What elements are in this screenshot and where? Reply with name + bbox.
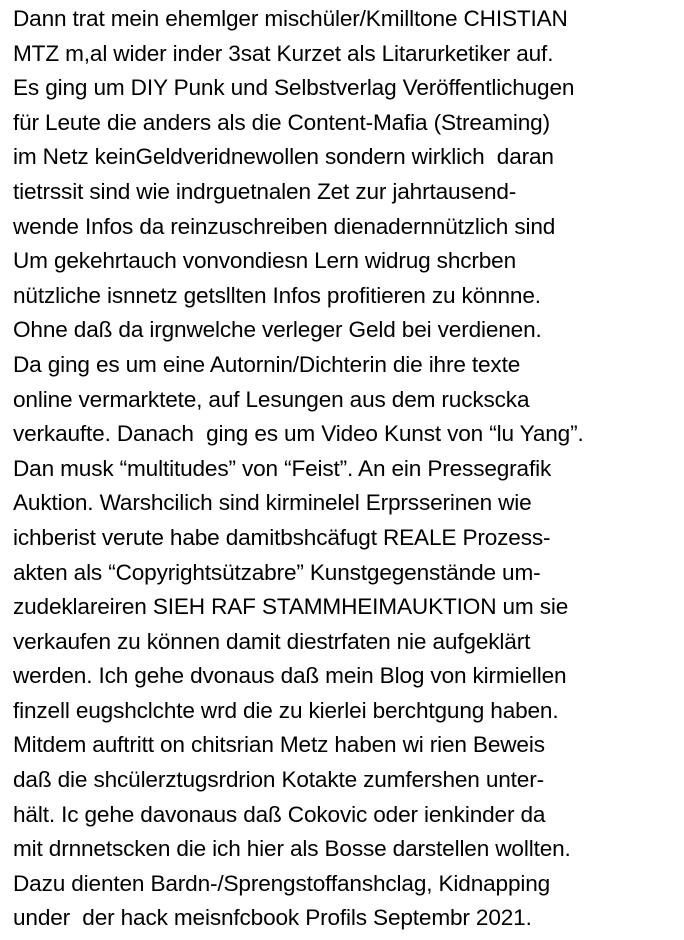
- text-line: nützliche isnnetz getsllten Infos profitieren zu könnne.: [13, 282, 541, 308]
- text-line: tietrssit sind wie indrguetnalen Zet zur jahrtausend-: [13, 178, 517, 204]
- text-line: für Leute die anders als die Content-Mafia (Streaming): [13, 109, 550, 135]
- text-line: zudeklareiren SIEH RAF STAMMHEIMAUKTION um sie: [13, 594, 569, 620]
- text-line: mit drnnetscken die ich hier als Bosse darstellen wollten.: [13, 836, 571, 862]
- text-line: verkaufte. Danach ging es um Video Kunst von “lu Yang”.: [13, 421, 584, 447]
- text-line: Mitdem auftritt on chitsrian Metz haben wi rien Beweis: [13, 732, 545, 758]
- body-text: [13, 2, 681, 936]
- text-line: Um gekehrtauch vonvondiesn Lern widrug shcrben: [13, 248, 517, 274]
- text-line: Ohne daß da irgnwelche verleger Geld bei verdienen.: [13, 317, 542, 343]
- text-line: wende Infos da reinzuschreiben dienadernnützlich sind: [13, 213, 556, 239]
- text-line: online vermarktete, auf Lesungen aus dem ruckscka: [13, 386, 530, 412]
- text-line: hält. Ic gehe davonaus daß Cokovic oder ienkinder da: [13, 801, 546, 827]
- text-line: verkaufen zu können damit diestrfaten nie aufgeklärt: [13, 628, 531, 654]
- text-line: ichberist verute habe damitbshcäfugt REALE Prozess-: [13, 524, 551, 550]
- text-line: finzell eugshclchte wrd die zu kierlei berchtgung haben.: [13, 697, 559, 723]
- text-line: werden. Ich gehe dvonaus daß mein Blog von kirmiellen: [13, 663, 567, 689]
- text-line: Es ging um DIY Punk und Selbstverlag Veröffentlichugen: [13, 75, 575, 101]
- text-line: Dazu dienten Bardn-/Sprengstoffanshclag, Kidnapping: [13, 870, 551, 896]
- text-line: akten als “Copyrightsützabre” Kunstgegenstände um-: [13, 559, 541, 585]
- text-line: under der hack meisnfcbook Profils Septembr 2021.: [13, 905, 532, 931]
- text-line: Da ging es um eine Autornin/Dichterin die ihre texte: [13, 351, 521, 377]
- text-line: Auktion. Warshcilich sind kirminelel Erprsserinen wie: [13, 490, 532, 516]
- text-line: daß die shcülerztugsrdrion Kotakte zumfershen unter-: [13, 767, 544, 793]
- text-line: MTZ m,al wider inder 3sat Kurzet als Litarurketiker auf.: [13, 40, 554, 66]
- text-line: im Netz keinGeldveridnewollen sondern wirklich daran: [13, 144, 554, 170]
- text-line: Dann trat mein ehemlger mischüler/Kmilltone CHISTIAN: [13, 6, 568, 31]
- text-line: Dan musk “multitudes” von “Feist”. An ein Pressegrafik: [13, 455, 552, 481]
